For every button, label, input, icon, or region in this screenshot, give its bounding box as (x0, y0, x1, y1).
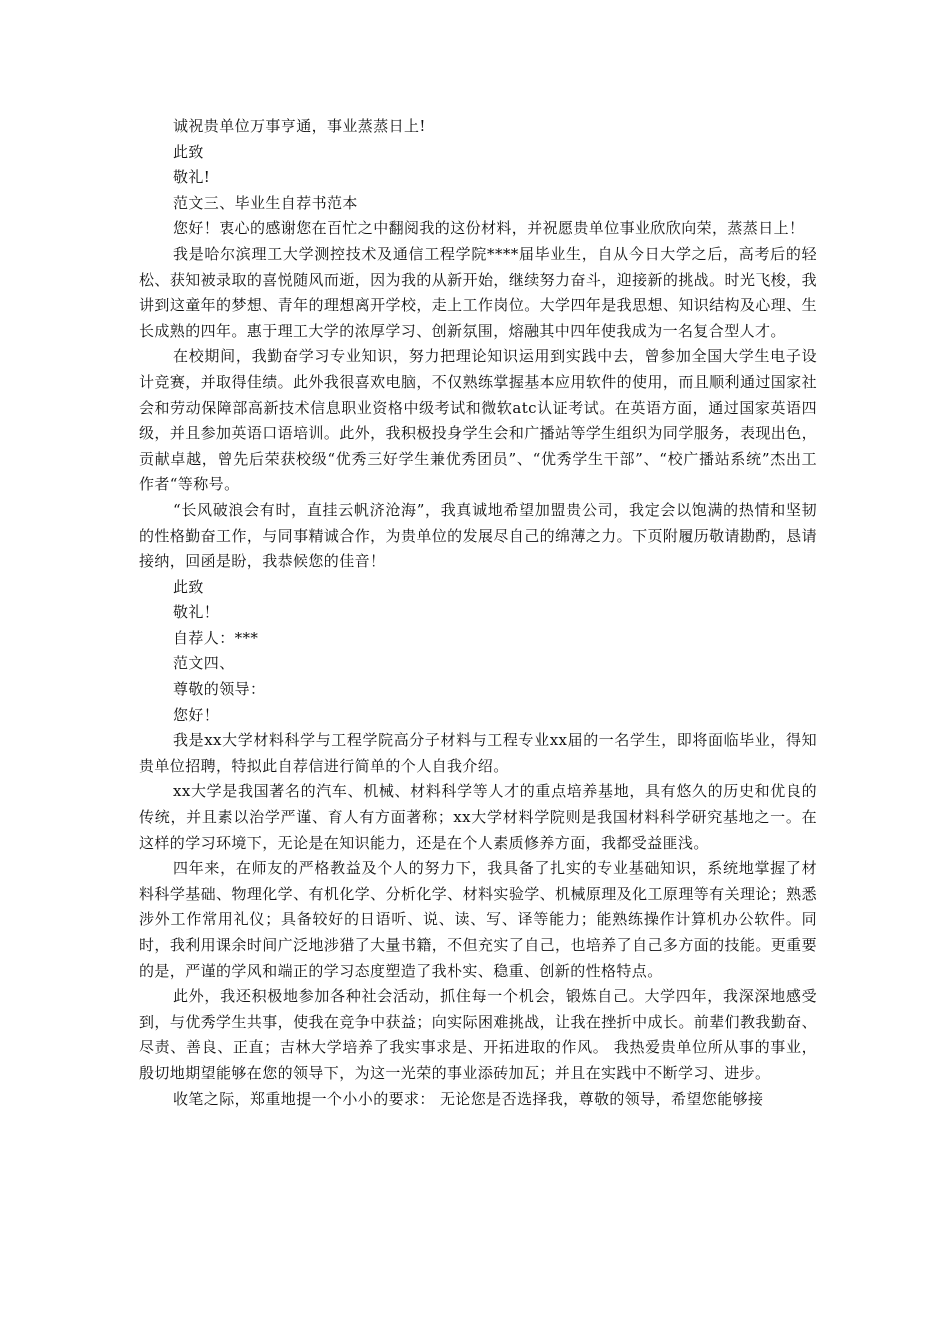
greeting-line: 您好！ (173, 705, 220, 724)
greeting-line: 尊敬的领导： (173, 680, 266, 699)
section-heading: 范文四、 (173, 654, 235, 673)
salutation-cizhi: 此致 (173, 142, 204, 161)
paragraph: 我是xx大学材料科学与工程学院高分子材料与工程专业xx届的一名学生，即将面临毕业，得知贵单位招聘，特拟此自荐信进行简单的个人自我介绍。 (139, 731, 817, 775)
salutation-jingli: 敬礼！ (173, 603, 220, 622)
paragraph: 您好！衷心的感谢您在百忙之中翻阅我的这份材料，并祝愿贵单位事业欣欣向荣，蒸蒸日上！ (173, 219, 805, 238)
salutation-jingli: 敬礼! (173, 168, 211, 187)
salutation-cizhi: 此致 (173, 577, 204, 596)
closing-wish-line: 诚祝贵单位万事亨通，事业蒸蒸日上! (173, 117, 426, 135)
document-body (139, 114, 817, 1112)
paragraph: “长风破浪会有时，直挂云帆济沧海”，我真诚地希望加盟贵公司，我定会以饱满的热情和坚韧的性格勤奋工作，与同事精诚合作，为贵单位的发展尽自己的绵薄之力。下页附履历敬请勘酌，恳请接纳，回函是盼，我恭候您的佳音！ (139, 500, 817, 571)
paragraph: 收笔之际，郑重地提一个小小的要求： 无论您是否选择我，尊敬的领导，希望您能够接 (173, 1089, 764, 1108)
paragraph: 此外，我还积极地参加各种社会活动，抓住每一个机会，锻炼自己。大学四年，我深深地感受到，与优秀学生共事，使我在竞争中获益；向实际困难挑战，让我在挫折中成长。前辈们教我勤奋、尽责、善良、正直；吉林大学培养了我实事求是、开拓进取的作风。 我热爱贵单位所从事的事业，殷切地期望能够在您的领导下，为这一光荣的事业添砖加瓦；并且在实践中不断学习、进步。 (139, 987, 817, 1082)
paragraph: 四年来，在师友的严格教益及个人的努力下，我具备了扎实的专业基础知识，系统地掌握了材料科学基础、物理化学、有机化学、分析化学、材料实验学、机械原理及化工原理等有关理论；熟悉涉外工作常用礼仪；具备较好的日语听、说、读、写、译等能力；能熟练操作计算机办公软件。同时，我利用课余时间广泛地涉猎了大量书籍，不但充实了自己，也培养了自己多方面的技能。更重要的是，严谨的学风和端正的学习态度塑造了我朴实、稳重、创新的性格特点。 (139, 859, 817, 980)
paragraph: xx大学是我国著名的汽车、机械、材料科学等人才的重点培养基地，具有悠久的历史和优良的传统，并且素以治学严谨、育人有方面著称；xx大学材料学院则是我国材料科学研究基地之一。在这样的学习环境下，无论是在知识能力，还是在个人素质修养方面，我都受益匪浅。 (139, 782, 817, 852)
section-heading: 范文三、毕业生自荐书范本 (173, 193, 358, 212)
signature-line: 自荐人：*** (173, 628, 259, 647)
paragraph: 我是哈尔滨理工大学测控技术及通信工程学院****届毕业生，自从今日大学之后，高考后的轻松、获知被录取的喜悦随风而逝，因为我的从新开始，继续努力奋斗，迎接新的挑战。时光飞梭，我讲到这童年的梦想、青年的理想离开学校，走上工作岗位。大学四年是我思想、知识结构及心理、生长成熟的四年。惠于理工大学的浓厚学习、创新氛围，熔融其中四年使我成为一名复合型人才。 (139, 244, 817, 340)
paragraph: 在校期间，我勤奋学习专业知识，努力把理论知识运用到实践中去，曾参加全国大学生电子设计竞赛，并取得佳绩。此外我很喜欢电脑，不仅熟练掌握基本应用软件的使用，而且顺利通过国家社会和劳动保障部高新技术信息职业资格中级考试和微软atc认证考试。在英语方面，通过国家英语四级，并且参加英语口语培训。此外，我积极投身学生会和广播站等学生组织为同学服务，表现出色，贡献卓越，曾先后荣获校级“优秀三好学生兼优秀团员”、“优秀学生干部”、“校广播站系统”杰出工作者“等称号。 (139, 347, 817, 494)
